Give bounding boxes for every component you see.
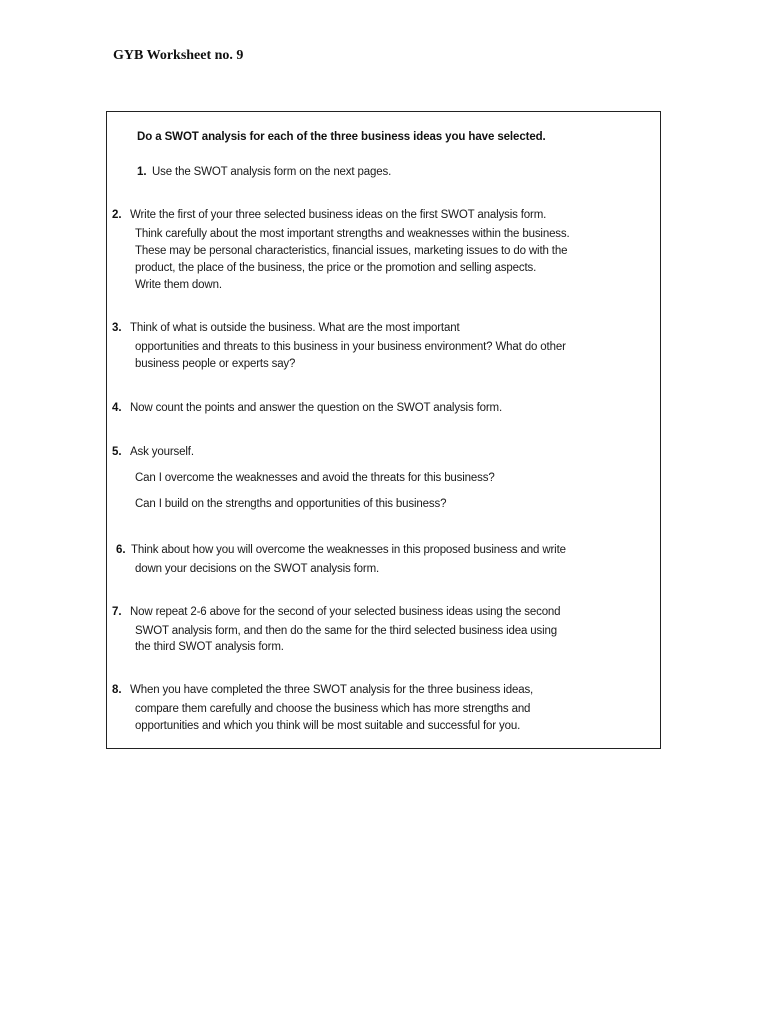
step-number-4: 4. xyxy=(112,402,122,414)
step-3-line-3: business people or experts say? xyxy=(135,358,296,370)
step-number-8: 8. xyxy=(112,684,122,696)
step-7-line-2: SWOT analysis form, and then do the same for the third selected business idea using xyxy=(135,625,558,637)
step-4-line-1: Now count the points and answer the question on the SWOT analysis form. xyxy=(130,402,503,414)
step-number-1: 1. xyxy=(137,166,147,178)
step-7-line-1: Now repeat 2-6 above for the second of your selected business ideas using the second xyxy=(130,606,561,618)
step-2-line-2: Think carefully about the most important strengths and weaknesses within the business. xyxy=(135,228,570,240)
step-6-line-2: down your decisions on the SWOT analysis form. xyxy=(135,563,380,575)
step-5-line-3: Can I build on the strengths and opportunities of this business? xyxy=(135,498,447,510)
step-3-line-2: opportunities and threats to this business in your business environment? What do other xyxy=(135,341,566,353)
step-5-line-1: Ask yourself. xyxy=(130,446,194,458)
step-number-3: 3. xyxy=(112,322,122,334)
step-number-6: 6. xyxy=(116,544,126,556)
step-8-line-1: When you have completed the three SWOT analysis for the three business ideas, xyxy=(130,684,534,696)
step-2-line-1: Write the first of your three selected business ideas on the first SWOT analysis form. xyxy=(130,209,547,221)
worksheet-title: GYB Worksheet no. 9 xyxy=(113,48,244,63)
step-2-line-4: product, the place of the business, the price or the promotion and selling aspects. xyxy=(135,262,537,274)
step-number-7: 7. xyxy=(112,606,122,618)
step-8-line-2: compare them carefully and choose the business which has more strengths and xyxy=(135,703,531,715)
step-5-line-2: Can I overcome the weaknesses and avoid the threats for this business? xyxy=(135,472,495,484)
step-number-5: 5. xyxy=(112,446,122,458)
step-number-2: 2. xyxy=(112,209,122,221)
instructions-heading: Do a SWOT analysis for each of the three business ideas you have selected. xyxy=(137,131,546,143)
step-6-line-1: Think about how you will overcome the weaknesses in this proposed business and write xyxy=(131,544,566,556)
step-2-line-3: These may be personal characteristics, financial issues, marketing issues to do with the xyxy=(135,245,568,257)
step-3-line-1: Think of what is outside the business. What are the most important xyxy=(130,322,460,334)
step-7-line-3: the third SWOT analysis form. xyxy=(135,641,284,653)
step-2-line-5: Write them down. xyxy=(135,279,222,291)
step-1-line-1: Use the SWOT analysis form on the next pages. xyxy=(152,166,392,178)
step-8-line-3: opportunities and which you think will be most suitable and successful for you. xyxy=(135,720,521,732)
